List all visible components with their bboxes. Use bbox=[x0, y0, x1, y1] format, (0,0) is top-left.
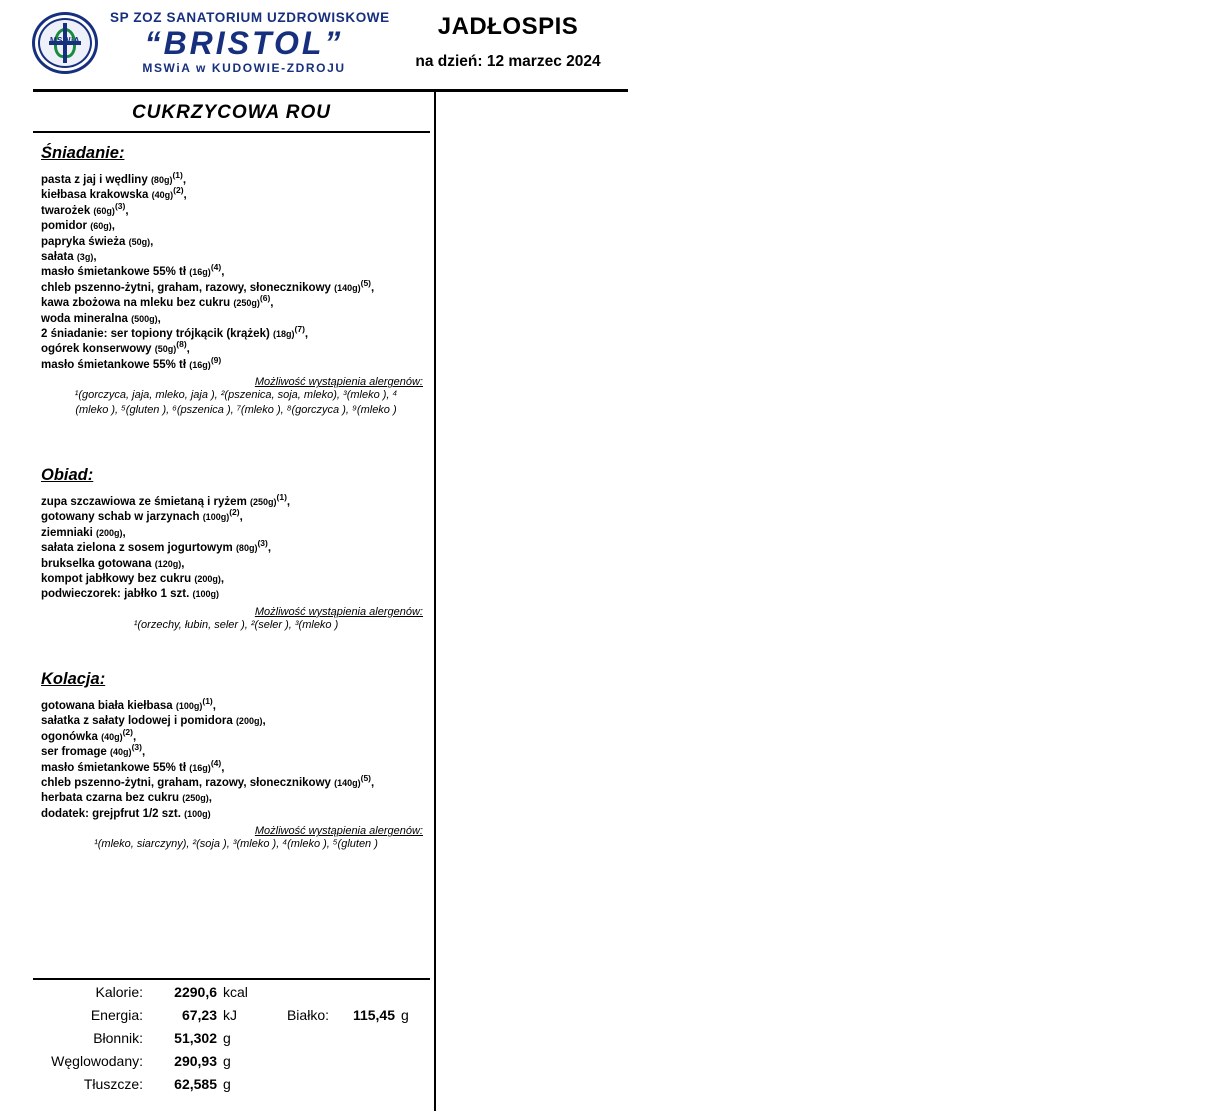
dish-weight: (100g) bbox=[202, 512, 230, 523]
dish-sep: , bbox=[182, 174, 187, 186]
dish-allergen-ref: (1) bbox=[172, 170, 183, 181]
dish-sep: , bbox=[208, 792, 212, 805]
dish-weight: (16g) bbox=[189, 267, 211, 278]
dish-name: sałatka z sałaty lodowej i pomidora bbox=[41, 715, 233, 728]
dish-weight: (60g) bbox=[93, 205, 115, 216]
nutrition-value: 67,23 bbox=[181, 1007, 217, 1023]
dish-sep: , bbox=[186, 343, 190, 356]
meal-section-supper bbox=[41, 670, 431, 852]
institution-logo bbox=[32, 10, 390, 80]
dish-item bbox=[41, 742, 431, 760]
dish-sep: , bbox=[262, 715, 266, 728]
dish-sep: , bbox=[270, 297, 274, 310]
dish-sep: , bbox=[125, 204, 129, 217]
dish-sep: , bbox=[157, 312, 161, 325]
meal-title: Śniadanie: bbox=[41, 144, 125, 162]
dish-name: dodatek: grejpfrut 1/2 szt. bbox=[41, 807, 181, 820]
dish-weight: (200g) bbox=[235, 716, 263, 727]
dish-name: chleb pszenno-żytni, graham, razowy, słonecznikowy bbox=[41, 281, 331, 294]
logo-line-2: “BRISTOL” bbox=[144, 25, 344, 61]
nutrition-label: Energia: bbox=[90, 1007, 143, 1023]
dish-allergen-ref: (4) bbox=[210, 262, 222, 273]
dish-name: gotowany schab w jarzynach bbox=[41, 511, 200, 524]
dish-name: papryka świeża bbox=[41, 235, 126, 248]
dish-name: pomidor bbox=[41, 220, 87, 233]
dish-allergen-ref: (9) bbox=[210, 355, 222, 366]
dish-sep: , bbox=[267, 542, 272, 555]
dish-item bbox=[41, 262, 431, 280]
dish-allergen-ref: (7) bbox=[294, 324, 305, 335]
column-separator bbox=[434, 89, 436, 1111]
dish-allergen-ref: (2) bbox=[229, 507, 240, 518]
dish-name: masło śmietankowe 55% tł bbox=[41, 266, 187, 279]
dish-allergen-ref: (2) bbox=[122, 726, 133, 737]
dish-item bbox=[41, 312, 431, 327]
nutrition-value: 2290,6 bbox=[174, 984, 217, 1000]
dish-sep: , bbox=[150, 235, 154, 248]
dish-sep: , bbox=[371, 281, 375, 294]
dish-allergen-ref: (5) bbox=[360, 773, 372, 784]
nutrition-value: 62,585 bbox=[174, 1076, 217, 1092]
dish-weight: (140g) bbox=[334, 778, 361, 789]
dish-name: ogórek konserwowy bbox=[41, 343, 152, 356]
dish-item bbox=[41, 219, 431, 234]
nutrition-unit: g bbox=[223, 1076, 231, 1092]
dish-weight: (3g) bbox=[76, 252, 94, 263]
dish-item bbox=[41, 807, 431, 822]
dish-item bbox=[41, 278, 431, 296]
dish-name: ziemniaki bbox=[41, 526, 93, 539]
dish-sep: , bbox=[212, 700, 216, 712]
dish-weight: (40g) bbox=[101, 731, 123, 742]
nutrition-unit: kcal bbox=[223, 984, 248, 1000]
nutrition-row bbox=[33, 1076, 431, 1099]
dish-allergen-ref: (5) bbox=[360, 278, 372, 289]
dish-name: kompot jabłkowy bez cukru bbox=[41, 573, 192, 586]
dish-weight: (50g) bbox=[128, 236, 151, 247]
diet-name-divider bbox=[33, 131, 430, 133]
dish-weight: (50g) bbox=[154, 344, 177, 355]
nutrition-top-divider bbox=[33, 978, 430, 980]
mswia-emblem-icon bbox=[32, 12, 98, 74]
dish-sep: , bbox=[122, 526, 126, 539]
dish-item bbox=[41, 538, 431, 556]
dish-item bbox=[41, 170, 431, 188]
dish-weight: (120g) bbox=[154, 558, 182, 569]
dish-weight: (16g) bbox=[189, 762, 211, 773]
dish-weight: (100g) bbox=[192, 589, 219, 600]
dish-name: sałata bbox=[41, 251, 74, 264]
meal-title: Obiad: bbox=[41, 466, 94, 484]
dish-name: pasta z jaj i wędliny bbox=[41, 174, 148, 186]
dish-item bbox=[41, 185, 431, 203]
nutrition-row bbox=[33, 1053, 431, 1076]
nutrition-label: Węglowodany: bbox=[51, 1053, 143, 1069]
dish-name: brukselka gotowana bbox=[41, 557, 152, 570]
dish-weight: (140g) bbox=[334, 282, 361, 293]
diet-name: CUKRZYCOWA ROU bbox=[131, 102, 332, 123]
dish-name: kiełbasa krakowska bbox=[41, 189, 149, 202]
meal-section-lunch bbox=[41, 466, 431, 633]
dish-allergen-ref: (3) bbox=[257, 538, 268, 549]
dish-weight: (60g) bbox=[90, 221, 112, 232]
allergen-line: ¹(mleko, siarczyny), ²(soja ), ³(mleko ), ⁴(mleko ), ⁵(gluten ) bbox=[94, 838, 378, 851]
dish-weight: (16g) bbox=[189, 359, 211, 370]
dish-item bbox=[41, 526, 431, 541]
dish-name: 2 śniadanie: ser topiony trójkącik (krążek) bbox=[41, 328, 270, 341]
dish-item bbox=[41, 757, 431, 776]
dish-allergen-ref: (4) bbox=[210, 757, 222, 768]
dish-name: podwieczorek: jabłko 1 szt. bbox=[41, 588, 190, 601]
dish-name: gotowana biała kiełbasa bbox=[41, 700, 173, 712]
dish-weight: (100g) bbox=[175, 701, 203, 711]
nutrition-value: 290,93 bbox=[174, 1053, 217, 1069]
dish-name: masło śmietankowe 55% tł bbox=[41, 761, 187, 774]
dish-name: kawa zbożowa na mleku bez cukru bbox=[41, 297, 231, 310]
dish-item bbox=[41, 339, 431, 357]
dish-item bbox=[41, 324, 431, 342]
nutrition-value: 51,302 bbox=[174, 1030, 217, 1046]
dish-weight: (80g) bbox=[235, 543, 258, 554]
nutrition-label: Tłuszcze: bbox=[83, 1076, 143, 1092]
dish-weight: (18g) bbox=[273, 329, 295, 340]
nutrition-row bbox=[33, 1030, 431, 1053]
dish-allergen-ref: (6) bbox=[259, 293, 271, 304]
dish-item bbox=[41, 200, 431, 219]
nutrition-summary bbox=[33, 984, 431, 1099]
dish-item bbox=[41, 507, 431, 525]
dish-weight: (100g) bbox=[184, 808, 211, 819]
dish-name: sałata zielona z sosem jogurtowym bbox=[41, 542, 233, 555]
logo-text bbox=[110, 10, 390, 75]
top-divider bbox=[33, 89, 628, 92]
dish-allergen-ref: (1) bbox=[276, 492, 287, 503]
allergen-line: (mleko ), ⁵(gluten ), ⁶(pszenica ), ⁷(mleko ), ⁸(gorczyca ), ⁹(mleko ) bbox=[75, 404, 397, 417]
nutrition-value-protein: 115,45 bbox=[352, 1007, 395, 1023]
dish-sep: , bbox=[304, 328, 309, 341]
page-title: JADŁOSPIS bbox=[437, 13, 579, 40]
nutrition-label: Kalorie: bbox=[95, 984, 143, 1000]
dish-name: ogonówka bbox=[41, 730, 98, 743]
document-header bbox=[0, 0, 1224, 88]
meal-title: Kolacja: bbox=[41, 670, 106, 688]
dish-weight: (500g) bbox=[131, 313, 158, 324]
dish-item bbox=[41, 235, 431, 250]
nutrition-unit: g bbox=[223, 1053, 231, 1069]
dish-allergen-ref: (1) bbox=[202, 696, 213, 707]
dish-name: twarożek bbox=[41, 204, 91, 217]
dish-sep: , bbox=[111, 220, 115, 233]
dish-item bbox=[41, 293, 431, 311]
nutrition-unit: g bbox=[223, 1030, 231, 1046]
dish-item bbox=[41, 250, 431, 265]
logo-line-3: MSWiA w KUDOWIE-ZDROJU bbox=[142, 61, 346, 75]
dish-item bbox=[41, 557, 431, 572]
dish-sep: , bbox=[141, 746, 146, 759]
allergen-header: Możliwość wystąpienia alergenów: bbox=[254, 376, 423, 389]
nutrition-label: Błonnik: bbox=[93, 1030, 143, 1046]
dish-allergen-ref: (3) bbox=[131, 742, 142, 753]
title-block bbox=[388, 12, 628, 72]
document-date: na dzień: 12 marzec 2024 bbox=[415, 53, 601, 70]
allergen-line: ¹(orzechy, łubin, seler ), ²(seler ), ³(mleko ) bbox=[133, 618, 339, 631]
nutrition-unit: kJ bbox=[223, 1007, 237, 1023]
dish-sep: , bbox=[286, 496, 291, 508]
dish-item bbox=[41, 572, 431, 587]
dish-sep: , bbox=[183, 189, 187, 202]
dish-weight: (250g) bbox=[233, 298, 260, 309]
dish-item bbox=[41, 696, 431, 714]
nutrition-unit-protein: g bbox=[401, 1007, 409, 1023]
dish-sep: , bbox=[132, 730, 137, 743]
dish-sep: , bbox=[221, 761, 225, 774]
dish-sep: , bbox=[239, 511, 243, 524]
dish-item bbox=[41, 726, 431, 745]
allergen-header: Możliwość wystąpienia alergenów: bbox=[254, 825, 423, 838]
allergen-header: Możliwość wystąpienia alergenów: bbox=[254, 605, 423, 618]
dish-weight: (200g) bbox=[95, 527, 123, 538]
dish-item bbox=[41, 714, 431, 729]
dish-sep: , bbox=[220, 573, 225, 586]
dish-weight: (200g) bbox=[194, 574, 221, 585]
dish-item bbox=[41, 773, 431, 791]
dish-allergen-ref: (2) bbox=[173, 185, 184, 196]
dish-sep: , bbox=[93, 251, 97, 264]
dish-item bbox=[41, 355, 431, 373]
dish-sep: , bbox=[181, 557, 185, 570]
dish-weight: (40g) bbox=[151, 190, 174, 201]
dish-name: zupa szczawiowa ze śmietaną i ryżem bbox=[41, 496, 247, 508]
dish-name: ser fromage bbox=[41, 746, 107, 759]
logo-line-1: SP ZOZ SANATORIUM UZDROWISKOWE bbox=[110, 10, 390, 25]
dish-weight: (250g) bbox=[182, 793, 209, 804]
dish-weight: (250g) bbox=[250, 497, 277, 507]
emblem-label: MSWiA bbox=[50, 36, 80, 45]
dish-sep: , bbox=[221, 266, 225, 279]
dish-item bbox=[41, 587, 431, 602]
dish-allergen-ref: (3) bbox=[114, 200, 126, 211]
dish-item bbox=[41, 791, 431, 806]
dish-sep: , bbox=[371, 777, 375, 790]
dish-name: woda mineralna bbox=[41, 312, 128, 325]
dish-name: chleb pszenno-żytni, graham, razowy, słonecznikowy bbox=[41, 777, 331, 790]
dish-weight: (40g) bbox=[110, 747, 132, 758]
dish-weight: (80g) bbox=[150, 175, 173, 185]
dish-name: herbata czarna bez cukru bbox=[41, 792, 180, 805]
dish-name: masło śmietankowe 55% tł bbox=[41, 358, 187, 371]
nutrition-label-protein: Białko: bbox=[286, 1007, 329, 1023]
dish-allergen-ref: (8) bbox=[176, 339, 187, 350]
nutrition-row bbox=[33, 1007, 431, 1030]
allergen-line: ¹(gorczyca, jaja, mleko, jaja ), ²(pszenica, soja, mleko), ³(mleko ), ⁴ bbox=[74, 389, 398, 402]
nutrition-row bbox=[33, 984, 431, 1007]
meal-section-breakfast bbox=[41, 144, 431, 418]
